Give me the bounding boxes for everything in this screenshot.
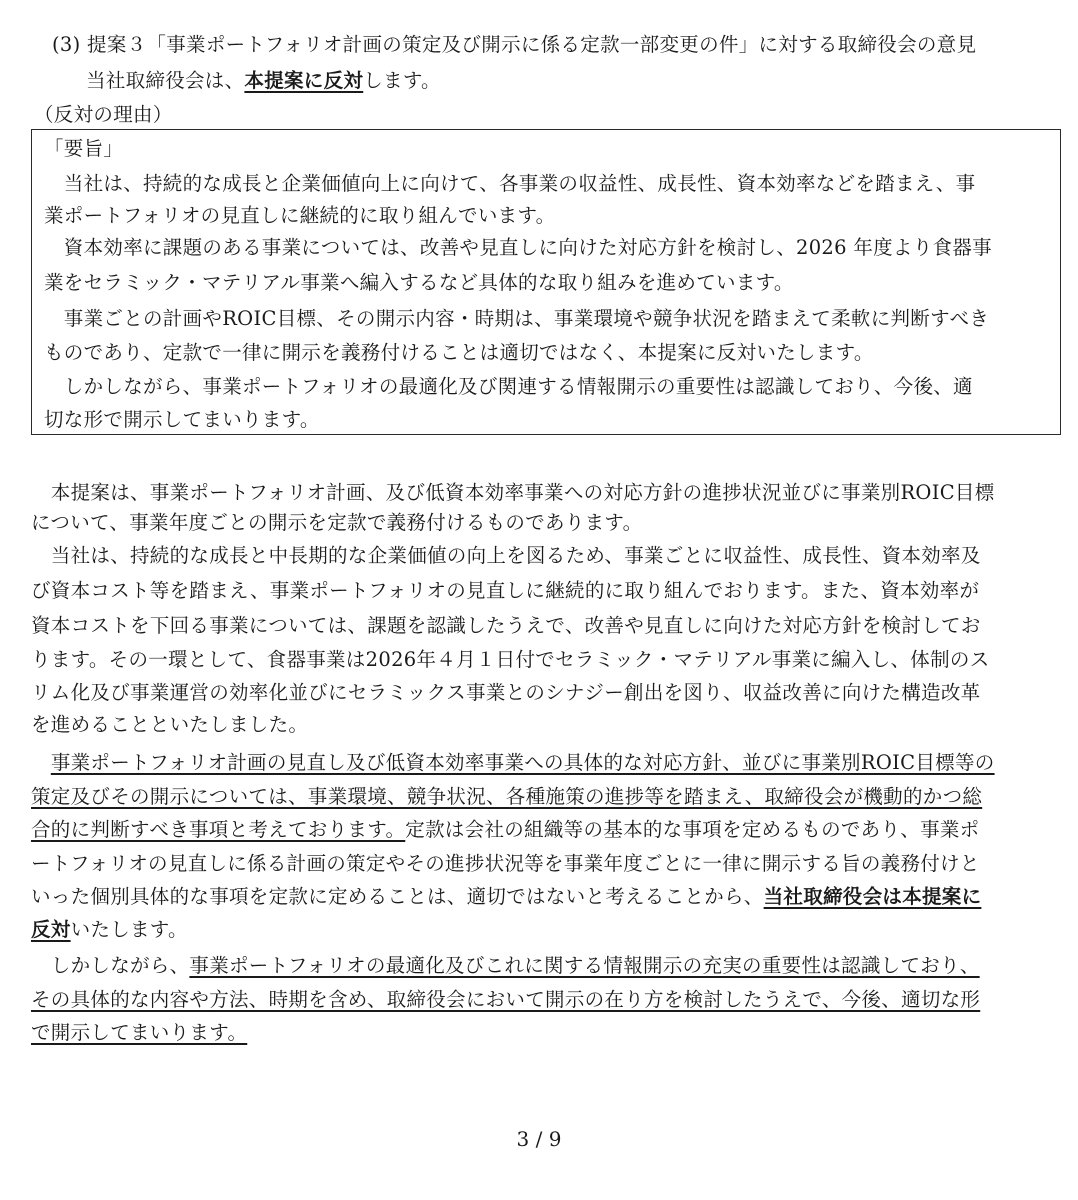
underlined-text: 事業ポートフォリオの最適化及びこれに関する情報開示の充実の重要性は認識しており、	[189, 954, 980, 977]
plain-text: いった個別具体的な事項を定款に定めることは、適切ではないと考えることから、	[31, 885, 764, 908]
body-line: 本提案は、事業ポートフォリオ計画、及び低資本効率事業への対応方針の進捗状況並びに事業別ROIC目標	[31, 481, 995, 504]
summary-title: 「要旨」	[44, 137, 124, 160]
body-line: ります。その一環として、食器事業は2026年４月１日付でセラミック・マテリアル事業に編入し、体制のス	[31, 648, 990, 671]
summary-line: 業ポートフォリオの見直しに継続的に取り組んでいます。	[44, 204, 556, 227]
body-line	[31, 782, 982, 812]
body-line	[31, 748, 995, 778]
section-title: 提案３「事業ポートフォリオ計画の策定及び開示に係る定款一部変更の件」に対する取締役会の意見	[87, 33, 977, 56]
plain-text: 定款は会社の組織等の基本的な事項を定めるものであり、事業ポ	[405, 818, 980, 841]
plain-text: しかしながら、	[31, 954, 190, 977]
body-line: を進めることといたしました。	[31, 713, 309, 736]
opinion-emphasis: 本提案に反対	[244, 69, 364, 92]
body-line	[31, 985, 980, 1015]
opinion-prefix: 当社取締役会は、	[86, 69, 245, 92]
underlined-text: で開示してまいります。	[31, 1021, 248, 1044]
summary-line: 業をセラミック・マテリアル事業へ編入するなど具体的な取り組みを進めています。	[44, 271, 794, 294]
board-opinion	[86, 66, 441, 96]
body-line: び資本コスト等を踏まえ、事業ポートフォリオの見直しに継続的に取り組んでおります。また、資本効率が	[31, 579, 980, 602]
body-line: 資本コストを下回る事業については、課題を認識したうえで、改善や見直しに向けた対応方針を検討してお	[31, 614, 981, 637]
body-line	[31, 915, 188, 945]
reason-label: （反対の理由）	[34, 103, 173, 126]
summary-line: 切な形で開示してまいります。	[44, 408, 320, 431]
body-line: リム化及び事業運営の効率化並びにセラミックス事業とのシナジー創出を図り、収益改善に向けた構造改革	[31, 681, 981, 704]
body-line: 当社は、持続的な成長と中長期的な企業価値の向上を図るため、事業ごとに収益性、成長性、資本効率及	[31, 544, 981, 567]
body-line	[31, 815, 979, 845]
section-heading	[52, 30, 976, 60]
underlined-text: 策定及びその開示については、事業環境、競争状況、各種施策の進捗等を踏まえ、取締役会が機動的かつ総	[31, 785, 983, 808]
body-line	[31, 951, 980, 981]
body-line	[31, 882, 981, 912]
bold-underlined-text: 反対	[31, 918, 71, 941]
summary-line: しかしながら、事業ポートフォリオの最適化及び関連する情報開示の重要性は認識しており、今後、適	[44, 375, 973, 398]
underlined-text: 事業ポートフォリオ計画の見直し及び低資本効率事業への具体的な対応方針、並びに事業別ROIC目標等の	[50, 751, 995, 774]
page-number: 3 / 9	[516, 1127, 562, 1151]
summary-line: 当社は、持続的な成長と企業価値向上に向けて、各事業の収益性、成長性、資本効率などを踏まえ、事	[44, 172, 976, 195]
underlined-text: 合的に判断すべき事項と考えております。	[31, 818, 406, 841]
summary-line: 事業ごとの計画やROIC目標、その開示内容・時期は、事業環境や競争状況を踏まえて柔軟に判断すべき	[44, 307, 990, 330]
body-line	[31, 1018, 247, 1048]
body-line: ートフォリオの見直しに係る計画の策定やその進捗状況等を事業年度ごとに一律に開示する旨の義務付けと	[31, 852, 980, 875]
section-number: (3)	[52, 33, 81, 56]
underlined-text: その具体的な内容や方法、時期を含め、取締役会において開示の在り方を検討したうえで、今後、適切な形	[31, 988, 981, 1011]
body-line: について、事業年度ごとの開示を定款で義務付けるものであります。	[31, 511, 643, 534]
summary-line: 資本効率に課題のある事業については、改善や見直しに向けた対応方針を検討し、2026 年度より食器事	[44, 236, 992, 259]
indent	[31, 751, 51, 774]
bold-underlined-text: 当社取締役会は本提案に	[763, 885, 982, 908]
summary-line: ものであり、定款で一律に開示を義務付けることは適切ではなく、本提案に反対いたします。	[44, 341, 874, 364]
opinion-suffix: します。	[363, 69, 441, 92]
plain-text: いたします。	[70, 918, 188, 941]
